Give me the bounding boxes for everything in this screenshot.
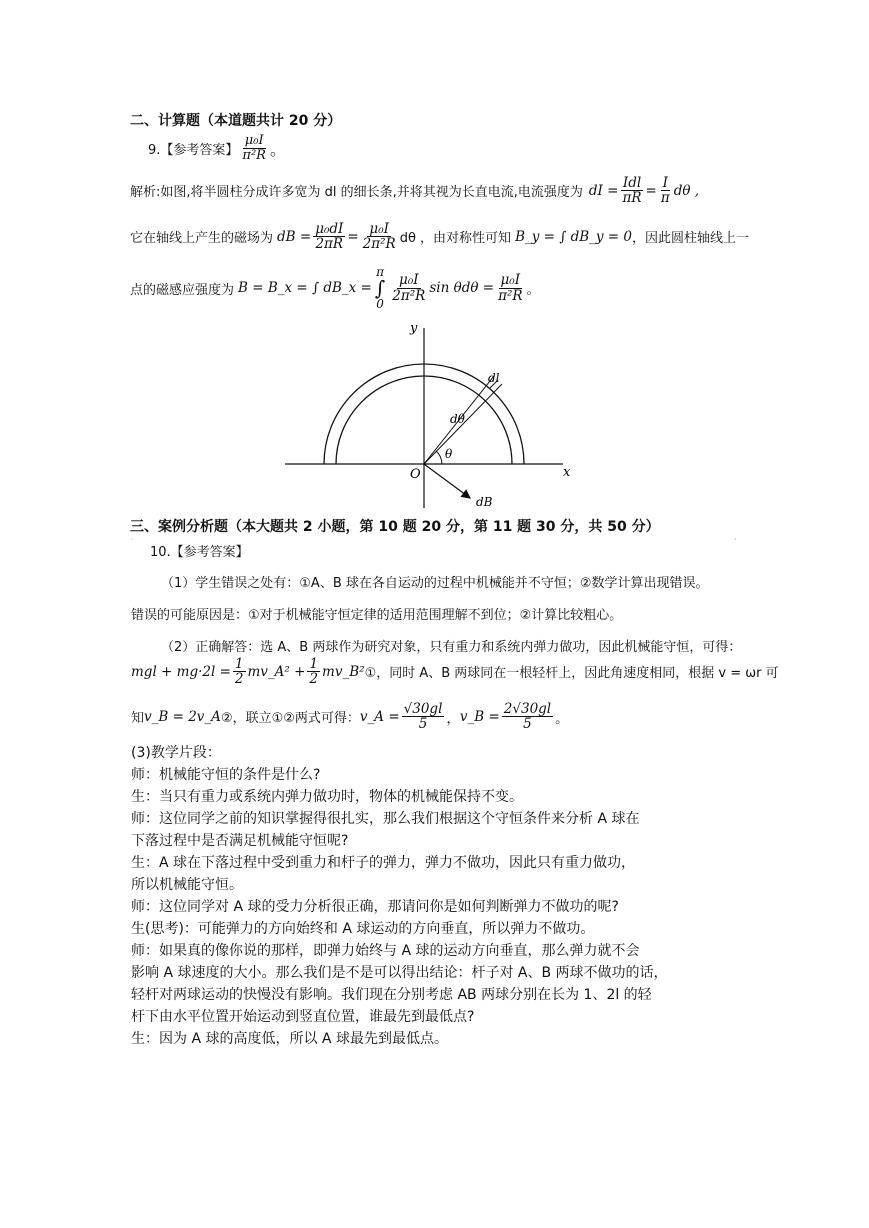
energy-equation-left: mgl + mg·2l = [131, 663, 231, 680]
analysis-line-3-mid: sin θdθ = [429, 280, 495, 296]
q9-answer [148, 134, 286, 162]
analysis-line-2-frac-1 [313, 222, 345, 251]
vb-label: v_B = [459, 708, 500, 725]
analysis-line-1-text: 解析:如图,将半圆柱分成许多宽为 dl 的细长条,并将其视为长直电流,电流强度为 [130, 185, 583, 201]
integral-lower-limit: 0 [376, 297, 384, 311]
dB-arrow [424, 464, 470, 498]
dialogue-line: 师：机械能守恒的条件是什么? [131, 767, 321, 783]
half-fraction-2 [307, 657, 320, 686]
q10-paragraph-4 [131, 657, 779, 686]
comma: ， [446, 710, 460, 727]
dialogue-line: 师：如果真的像你说的那样，即弹力始终与 A 球的运动方向垂直，那么弹力就不会 [131, 943, 640, 959]
teaching-dialogue [131, 742, 668, 1050]
fraction-numerator: I [662, 175, 668, 191]
integral-with-limits [375, 266, 385, 310]
divider-dot-right: · [734, 535, 737, 544]
integral-sign: ∫ [374, 276, 386, 300]
q10-paragraph-5-text-a: 知 [131, 711, 145, 727]
theta-label: θ [445, 447, 453, 461]
analysis-line-1-math: dI = [588, 182, 619, 199]
fraction-denominator: π [660, 190, 670, 207]
energy-term-b: mv_B² [322, 663, 365, 680]
q10-paragraph-1: （1）学生错误之处有：①A、B 球在各自运动的过程中机械能并不守恒；②数学计算出现错误。 [161, 576, 709, 591]
fraction-numerator: μ₀dI [315, 221, 344, 237]
analysis-line-2-math: dB = [277, 228, 312, 245]
fraction-denominator: 2π²R [362, 236, 396, 253]
divider-dot-left: · [131, 535, 134, 544]
q10-paragraph-5-text-b: ②，联立①②两式可得： [220, 711, 360, 727]
dialogue-line: (3)教学片段： [131, 745, 221, 761]
analysis-line-2-end: ，因此圆柱轴线上一 [632, 231, 750, 247]
dialogue-line: 生：因为 A 球的高度低，所以 A 球最先到最低点。 [131, 1031, 448, 1047]
q10-paragraph-4-text: ①，同时 A、B 两球同在一根轻杆上，因此角速度相同，根据 v = ωr 可 [364, 666, 779, 682]
analysis-line-3-frac-1 [390, 273, 427, 302]
semicylinder-figure [280, 318, 580, 514]
dialogue-line: 轻杆对两球运动的快慢没有影响。我们现在分别考虑 AB 两球分别在长为 1、2l 的轻 [131, 987, 652, 1003]
q9-answer-tail: 。 [269, 139, 286, 159]
dialogue-line: 所以机械能守恒。 [131, 877, 243, 893]
analysis-line-2-symmetry: B_y = ∫ dB_y = 0 [515, 228, 633, 245]
analysis-line-3-frac-2 [496, 273, 524, 302]
va-label: v_A = [359, 708, 400, 725]
energy-term-a: mv_A² + [247, 663, 306, 680]
equals-sign: = [645, 182, 657, 199]
dialogue-line: 生：当只有重力或系统内弹力做功时，物体的机械能保持不变。 [131, 789, 523, 805]
fraction-numerator: 1 [234, 656, 244, 672]
dialogue-line: 下落过程中是否满足机械能守恒呢? [131, 833, 349, 849]
analysis-line-1 [130, 176, 699, 205]
fraction-numerator: Idl [622, 175, 642, 191]
period: 。 [555, 710, 569, 727]
analysis-line-2-mid: dθ ，由对称性可知 [399, 231, 512, 247]
half-fraction-1 [233, 657, 246, 686]
analysis-line-1-end: dθ , [673, 182, 700, 199]
y-axis-label: y [410, 321, 418, 336]
analysis-line-3 [130, 266, 540, 310]
integral-upper-limit: π [376, 265, 385, 279]
q10-paragraph-2: 错误的可能原因是：①对于机械能守恒定律的适用范围理解不到位；②计算比较粗心。 [131, 608, 623, 623]
fraction-numerator: 2√30gl [503, 701, 552, 717]
q9-answer-fraction [240, 134, 268, 162]
q10-paragraph-3: （2）正确解答：选 A、B 两球作为研究对象，只有重力和系统内弹力做功，因此机械能守恒，可得： [161, 640, 742, 655]
fraction-denominator: 2 [234, 671, 244, 688]
analysis-line-2-frac-2 [361, 222, 398, 251]
fraction-numerator: μ₀I [369, 221, 389, 237]
fraction-denominator: πR [622, 190, 642, 207]
analysis-line-3-text: 点的磁感应强度为 [130, 282, 235, 298]
fraction-numerator: 1 [309, 656, 319, 672]
q9-label: 9.【参考答案】 [148, 142, 239, 158]
fraction-numerator: √30gl [403, 701, 443, 717]
analysis-line-2-text: 它在轴线上产生的磁场为 [130, 231, 274, 247]
equals-sign: = [347, 228, 359, 245]
analysis-line-1-frac-2 [659, 176, 672, 205]
analysis-line-3-end: 。 [526, 282, 541, 298]
section-3-title: 三、案例分析题（本大题共 2 小题，第 10 题 20 分，第 11 题 30 分，共 50 分） [130, 519, 660, 535]
fraction-denominator: 2πR [315, 236, 344, 253]
fraction-numerator: μ₀I [399, 272, 419, 289]
velocity-relation: v_B = 2v_A [144, 708, 221, 725]
dialogue-line: 师：这位同学对 A 球的受力分析很正确，那请问你是如何判断弹力不做功的呢? [131, 899, 619, 915]
q9-answer-denominator: π²R [242, 147, 266, 163]
q9-answer-numerator: μ₀I [244, 133, 264, 148]
analysis-line-3-math: B = B_x = ∫ dB_x = [238, 280, 372, 296]
dialogue-line: 杆下由水平位置开始运动到竖直位置，谁最先到最低点? [131, 1009, 475, 1025]
theta-arc [436, 451, 442, 464]
fraction-numerator: μ₀I [500, 272, 521, 289]
analysis-line-1-frac-1 [620, 176, 643, 205]
fraction-denominator: 2π²R [392, 287, 426, 304]
q10-paragraph-5 [131, 702, 569, 731]
dialogue-line: 生：A 球在下落过程中受到重力和杆子的弹力，弹力不做功，因此只有重力做功， [131, 855, 636, 871]
fraction-denominator: 5 [418, 716, 428, 733]
origin-label: O [410, 467, 421, 482]
dl-label: dl [488, 371, 500, 385]
vb-fraction [502, 702, 553, 731]
dtheta-label: dθ [450, 412, 465, 426]
va-fraction [402, 702, 445, 731]
x-axis-label: x [563, 465, 571, 480]
dialogue-line: 影响 A 球速度的大小。那么我们是不是可以得出结论：杆子对 A、B 两球不做功的话， [131, 965, 668, 981]
dB-label: dB [476, 495, 493, 509]
dialogue-line: 师：这位同学之前的知识掌握得很扎实，那么我们根据这个守恒条件来分析 A 球在 [131, 811, 640, 827]
fraction-denominator: π²R [498, 287, 523, 304]
analysis-line-2 [130, 222, 749, 251]
fraction-denominator: 5 [523, 716, 532, 733]
dialogue-line: 生(思考)：可能弹力的方向始终和 A 球运动的方向垂直，所以弹力不做功。 [131, 921, 595, 937]
fraction-denominator: 2 [309, 671, 319, 688]
q10-label: 10.【参考答案】 [150, 545, 249, 560]
section-2-title: 二、计算题（本道题共计 20 分） [130, 113, 342, 129]
